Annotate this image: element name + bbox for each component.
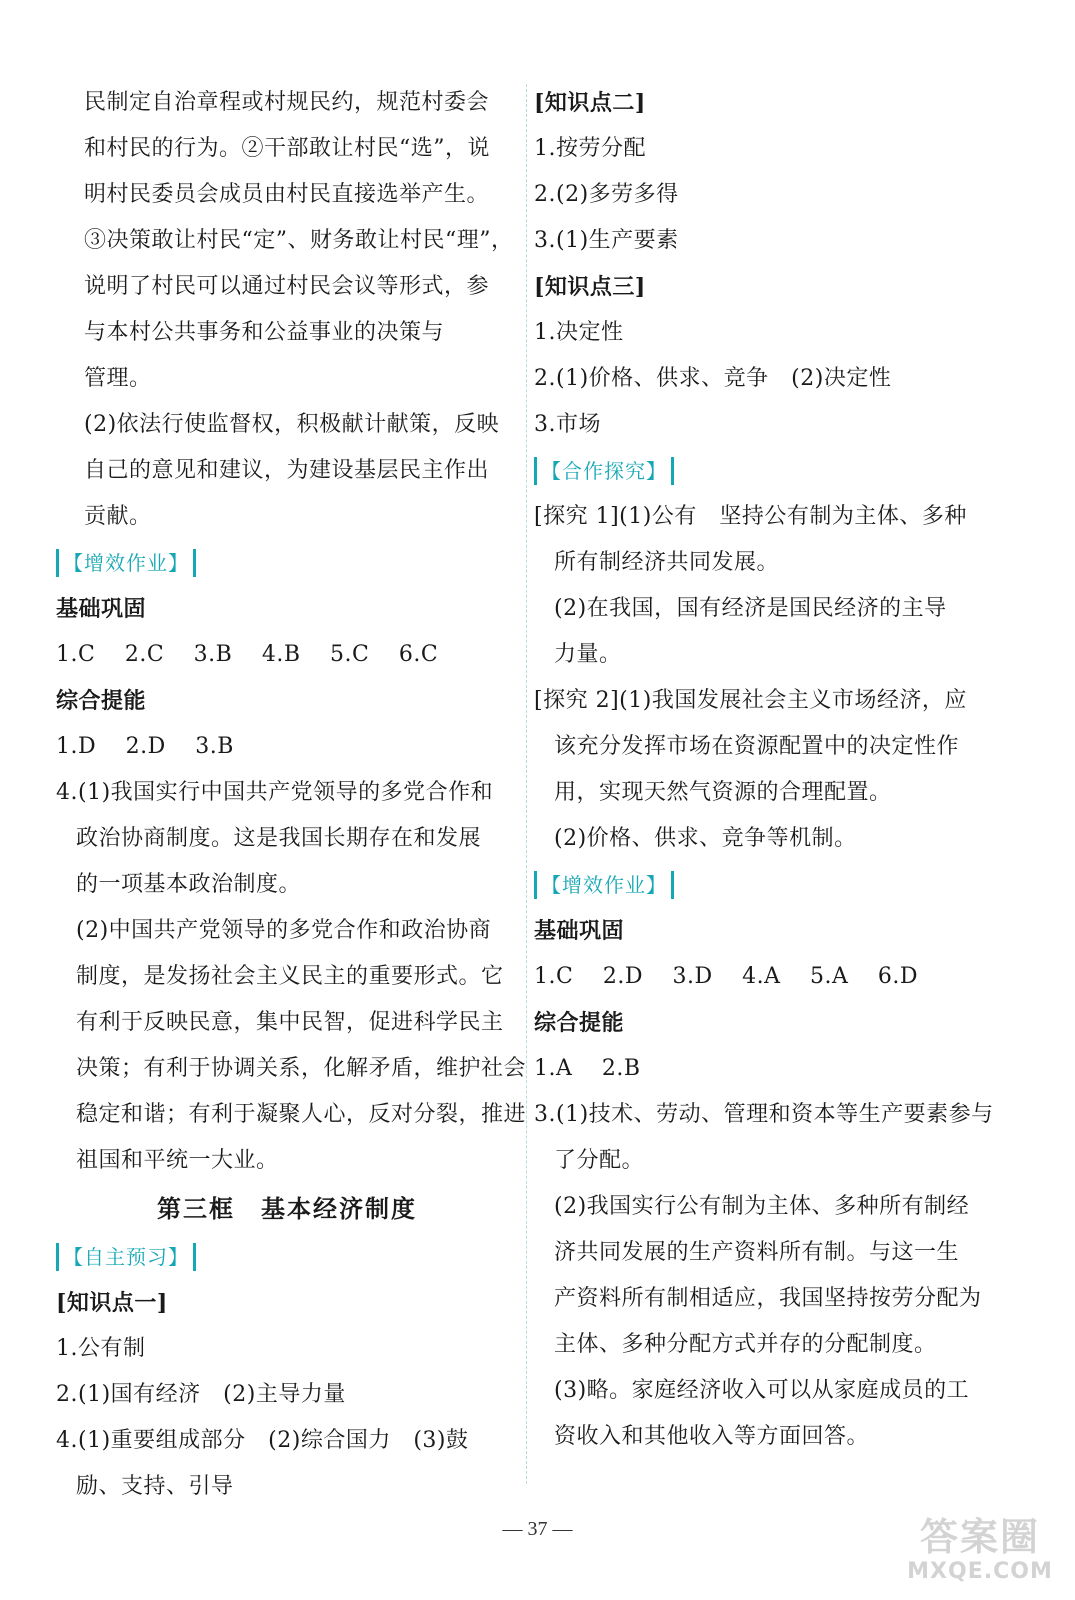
answer: 2.C bbox=[124, 642, 165, 667]
text-line: (2)价格、供求、竞争等机制。 bbox=[554, 826, 857, 851]
text-line: (3)略。家庭经济收入可以从家庭成员的工 bbox=[554, 1378, 970, 1403]
text-line: 力量。 bbox=[554, 642, 622, 667]
answer-row bbox=[534, 1046, 1004, 1092]
page-number: — 37 — bbox=[502, 1518, 573, 1540]
answer: 4.B bbox=[261, 642, 301, 667]
text-line: 4.(1)重要组成部分 (2)综合国力 (3)鼓 bbox=[56, 1428, 469, 1453]
text-line: 3.市场 bbox=[534, 412, 601, 437]
text-line: (2)中国共产党领导的多党合作和政治协商 bbox=[76, 918, 492, 943]
knowledge-point-heading: [知识点一] bbox=[56, 1290, 168, 1316]
text-line: 1.按劳分配 bbox=[534, 136, 646, 161]
text-line: 3.(1)技术、劳动、管理和资本等生产要素参与 bbox=[534, 1102, 994, 1127]
text-line: 励、支持、引导 bbox=[76, 1474, 234, 1499]
text-line: 了分配。 bbox=[554, 1148, 645, 1173]
text-line: 2.(1)价格、供求、竞争 (2)决定性 bbox=[534, 366, 892, 391]
watermark-logo bbox=[905, 1514, 1055, 1592]
watermark-top: 答案圈 bbox=[919, 1515, 1040, 1559]
text-line: 产资料所有制相适应，我国坚持按劳分配为 bbox=[554, 1286, 982, 1311]
answer: 5.A bbox=[810, 964, 849, 989]
answer: 2.D bbox=[125, 734, 166, 759]
left-column bbox=[56, 80, 527, 1510]
text-line: 的一项基本政治制度。 bbox=[76, 872, 302, 897]
text-line: 该充分发挥市场在资源配置中的决定性作 bbox=[554, 734, 960, 759]
text-line: [探究 1](1)公有 坚持公有制为主体、多种 bbox=[534, 504, 967, 529]
text-line: ③决策敢让村民“定”、财务敢让村民“理”， bbox=[84, 228, 514, 253]
text-line: 政治协商制度。这是我国长期存在和发展 bbox=[76, 826, 482, 851]
knowledge-point-heading: [知识点二] bbox=[534, 90, 646, 116]
text-line: 自己的意见和建议，为建设基层民主作出 bbox=[84, 458, 490, 483]
text-line: 4.(1)我国实行中国共产党领导的多党合作和 bbox=[56, 780, 494, 805]
text-line: 祖国和平统一大业。 bbox=[76, 1148, 279, 1173]
section-title: 第三框 基本经济制度 bbox=[157, 1194, 417, 1223]
answer: 1.C bbox=[56, 642, 96, 667]
text-line: 民制定自治章程或村规民约，规范村委会 bbox=[84, 90, 490, 115]
answer-row bbox=[534, 954, 1004, 1000]
section-tag-hezuo: 【合作探究】 bbox=[534, 457, 674, 485]
answer: 3.B bbox=[193, 642, 233, 667]
comprehensive-heading: 综合提能 bbox=[534, 1010, 625, 1036]
section-tag-zengxiao: 【增效作业】 bbox=[56, 549, 196, 577]
basic-heading: 基础巩固 bbox=[56, 596, 147, 622]
knowledge-point-heading: [知识点三] bbox=[534, 274, 646, 300]
answer: 1.D bbox=[56, 734, 97, 759]
answer: 5.C bbox=[330, 642, 370, 667]
text-line: 有利于反映民意，集中民智，促进科学民主 bbox=[76, 1010, 504, 1035]
text-line: [探究 2](1)我国发展社会主义市场经济，应 bbox=[534, 688, 967, 713]
section-tag-zizhu: 【自主预习】 bbox=[56, 1243, 196, 1271]
text-line: 和村民的行为。②干部敢让村民“选”，说 bbox=[84, 136, 490, 161]
text-line: 与本村公共事务和公益事业的决策与 bbox=[84, 320, 445, 345]
answer: 6.C bbox=[398, 642, 439, 667]
text-line: (2)依法行使监督权，积极献计献策，反映 bbox=[84, 412, 500, 437]
text-line: 3.(1)生产要素 bbox=[534, 228, 679, 253]
text-line: 2.(1)国有经济 (2)主导力量 bbox=[56, 1382, 346, 1407]
answer: 3.B bbox=[195, 734, 234, 759]
text-line: 说明了村民可以通过村民会议等形式，参 bbox=[84, 274, 490, 299]
text-line: 2.(2)多劳多得 bbox=[534, 182, 679, 207]
text-line: 贡献。 bbox=[84, 504, 152, 529]
text-line: 管理。 bbox=[84, 366, 152, 391]
text-line: 资收入和其他收入等方面回答。 bbox=[554, 1424, 870, 1449]
text-line: 用，实现天然气资源的合理配置。 bbox=[554, 780, 892, 805]
basic-heading: 基础巩固 bbox=[534, 918, 625, 944]
answer: 2.D bbox=[602, 964, 643, 989]
text-line: 决策；有利于协调关系，化解矛盾，维护社会 bbox=[76, 1056, 527, 1081]
text-line: 1.公有制 bbox=[56, 1336, 146, 1361]
text-line: 所有制经济共同发展。 bbox=[554, 550, 780, 575]
watermark-bottom: MXQE.COM bbox=[907, 1559, 1053, 1584]
answer-row bbox=[56, 724, 518, 770]
text-line: 济共同发展的生产资料所有制。与这一生 bbox=[554, 1240, 960, 1265]
answer: 4.A bbox=[742, 964, 781, 989]
answer: 3.D bbox=[672, 964, 713, 989]
text-line: 稳定和谐；有利于凝聚人心，反对分裂，推进 bbox=[76, 1102, 527, 1127]
section-tag-zengxiao: 【增效作业】 bbox=[534, 871, 674, 899]
answer: 1.A bbox=[534, 1056, 573, 1081]
answer: 6.D bbox=[877, 964, 919, 989]
column-divider bbox=[526, 84, 527, 1484]
text-line: 1.决定性 bbox=[534, 320, 624, 345]
right-column bbox=[534, 80, 1004, 1460]
text-line: 制度，是发扬社会主义民主的重要形式。它 bbox=[76, 964, 504, 989]
text-line: 明村民委员会成员由村民直接选举产生。 bbox=[84, 182, 490, 207]
text-line: 主体、多种分配方式并存的分配制度。 bbox=[554, 1332, 937, 1357]
text-line: (2)在我国，国有经济是国民经济的主导 bbox=[554, 596, 947, 621]
answer: 1.C bbox=[534, 964, 574, 989]
answer-row bbox=[56, 632, 518, 678]
comprehensive-heading: 综合提能 bbox=[56, 688, 147, 714]
text-line: (2)我国实行公有制为主体、多种所有制经 bbox=[554, 1194, 970, 1219]
answer: 2.B bbox=[601, 1056, 641, 1081]
